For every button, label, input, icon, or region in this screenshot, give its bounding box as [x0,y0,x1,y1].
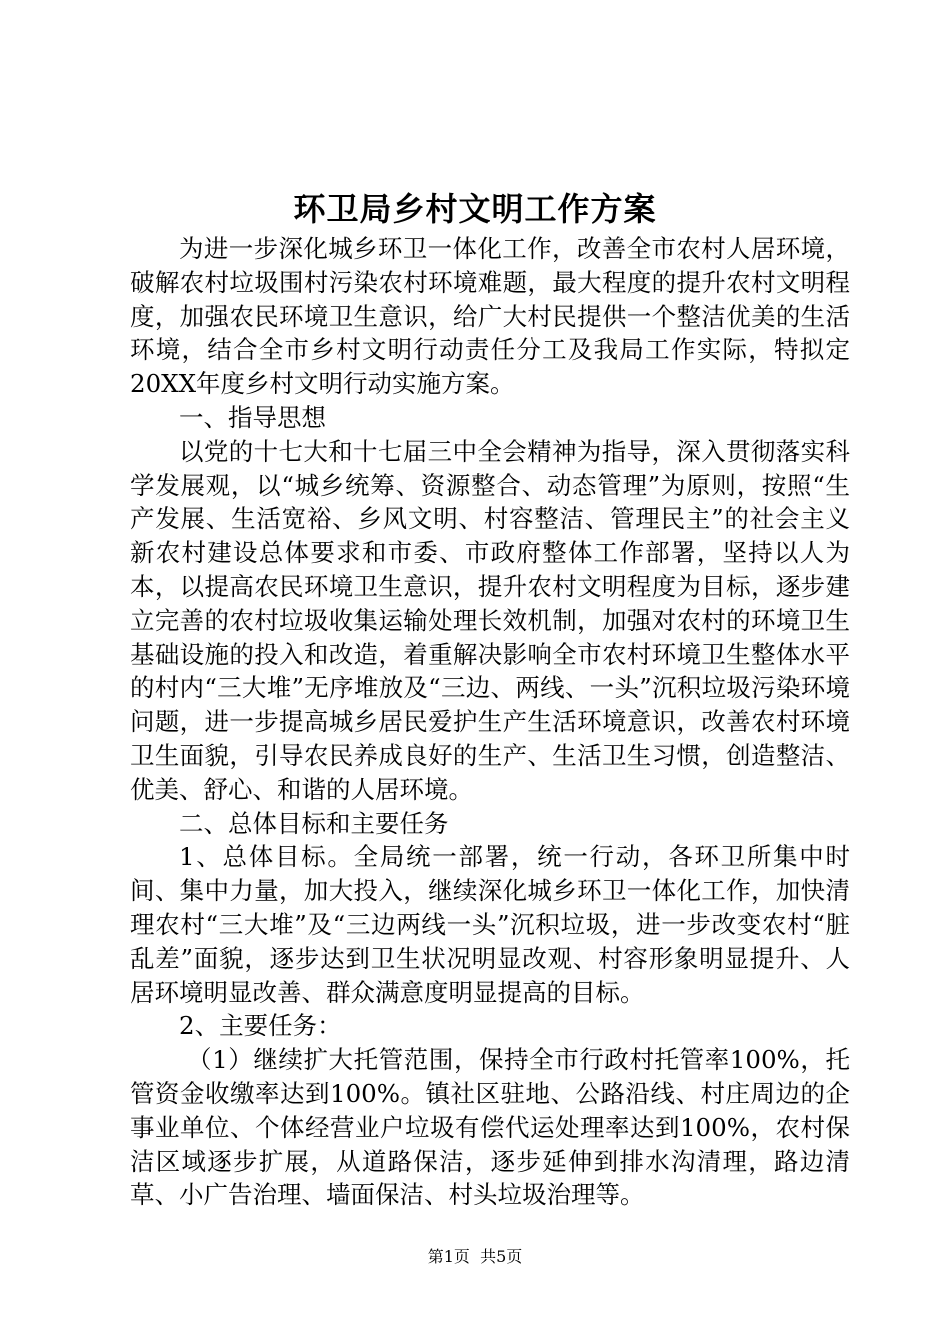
page-footer [0,1245,950,1269]
task-item-1-paragraph: （1）继续扩大托管范围，保持全市行政村托管率100%，托管资金收缴率达到100%。镇社区驻地、公路沿线、村庄周边的企事业单位、个体经营业户垃圾有偿代运处理率达到100%，农村保洁区域逐步扩展，从道路保洁，逐步延伸到排水沟清理，路边清草、小广告治理、墙面保洁、村头垃圾治理等。 [130,1045,850,1210]
guiding-thought-paragraph: 以党的十七大和十七届三中全会精神为指导，深入贯彻落实科学发展观，以“城乡统筹、资源整合、动态管理”为原则，按照“生产发展、生活宽裕、乡风文明、村容整洁、管理民主”的社会主义新农村建设总体要求和市委、市政府整体工作部署，坚持以人为本，以提高农民环境卫生意识，提升农村文明程度为目标，逐步建立完善的农村垃圾收集运输处理长效机制，加强对农村的环境卫生基础设施的投入和改造，着重解决影响全市农村环境卫生整体水平的村内“三大堆”无序堆放及“三边、两线、一头”沉积垃圾污染环境问题，进一步提高城乡居民爱护生产生活环境意识，改善农村环境卫生面貌，引导农民养成良好的生产、生活卫生习惯，创造整洁、优美、舒心、和谐的人居环境。 [130,436,850,804]
section-heading-guiding-thought: 一、指导思想 [179,402,326,432]
document-body [130,232,850,1212]
page-number: 第1页 [427,1247,470,1266]
overall-goal-paragraph: 1、总体目标。全局统一部署，统一行动，各环卫所集中时间、集中力量，加大投入，继续深化城乡环卫一体化工作，加快清理农村“三大堆”及“三边两线一头”沉积垃圾，进一步改变农村“脏乱差”面貌，逐步达到卫生状况明显改观、村容形象明显提升、人居环境明显改善、群众满意度明显提高的目标。 [130,842,850,1007]
page-total: 共5页 [480,1247,523,1266]
document-title: 环卫局乡村文明工作方案 [293,190,657,228]
section-heading-goals-tasks: 二、总体目标和主要任务 [179,808,449,838]
intro-paragraph: 为进一步深化城乡环卫一体化工作，改善全市农村人居环境，破解农村垃圾围村污染农村环境难题，最大程度的提升农村文明程度，加强农民环境卫生意识，给广大村民提供一个整洁优美的生活环境，结合全市乡村文明行动责任分工及我局工作实际，特拟定20XX年度乡村文明行动实施方案。 [130,234,850,399]
main-tasks-heading: 2、主要任务： [179,1011,342,1041]
